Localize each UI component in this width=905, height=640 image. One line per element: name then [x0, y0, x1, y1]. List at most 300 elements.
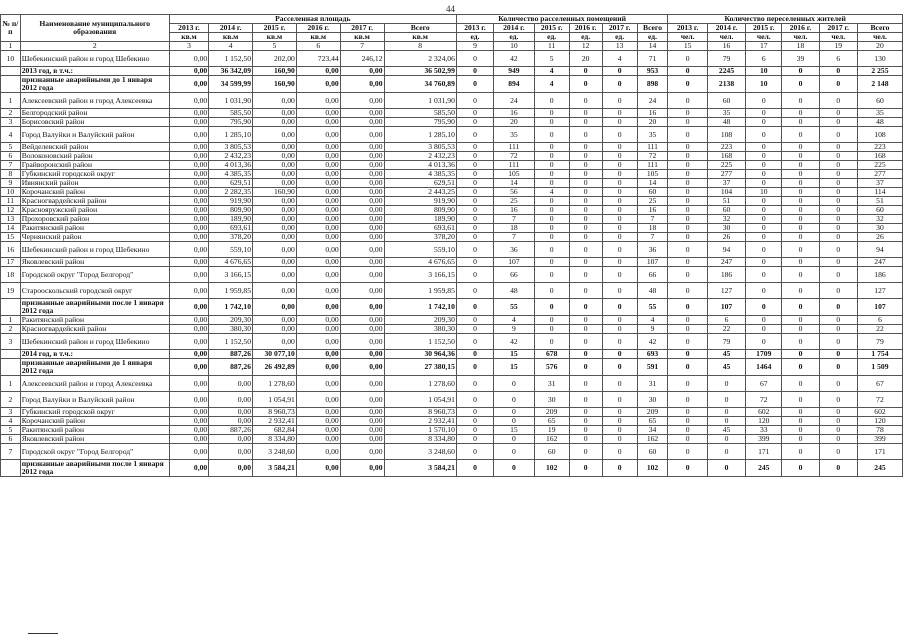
- cell-value: 0,00: [253, 299, 297, 316]
- cell-value: 0: [456, 179, 493, 188]
- cell-value: 0: [819, 299, 857, 316]
- cell-value: 0,00: [340, 316, 384, 325]
- cell-value: 0: [602, 152, 637, 161]
- cell-value: 0: [782, 242, 819, 258]
- cell-value: 0: [602, 76, 637, 93]
- cell-value: 0: [456, 334, 493, 350]
- row-number: 12: [1, 206, 21, 215]
- cell-value: 0,00: [253, 224, 297, 233]
- cell-value: 168: [707, 152, 745, 161]
- cell-value: 0: [456, 316, 493, 325]
- cell-value: 162: [637, 435, 668, 444]
- cell-value: 0: [602, 435, 637, 444]
- row-name: Городской округ "Город Белгород": [20, 267, 169, 283]
- cell-value: 0: [456, 109, 493, 118]
- people-unit-header: чел.: [819, 33, 857, 42]
- people-unit-header: чел.: [707, 33, 745, 42]
- cell-value: 0: [456, 417, 493, 426]
- cell-value: 0: [819, 408, 857, 417]
- cell-value: 0: [456, 426, 493, 435]
- cell-value: 0,00: [340, 233, 384, 242]
- cell-value: 4: [534, 67, 569, 76]
- cell-value: 48: [857, 118, 902, 127]
- cell-value: 682,84: [253, 426, 297, 435]
- cell-value: 0: [602, 299, 637, 316]
- cell-value: 0,00: [296, 76, 340, 93]
- column-number: 10: [494, 42, 535, 51]
- cell-value: 0,00: [296, 224, 340, 233]
- cell-value: 0: [668, 161, 707, 170]
- people-year-header: 2017 г.: [819, 24, 857, 33]
- cell-value: 0: [819, 334, 857, 350]
- cell-value: 0: [569, 93, 602, 109]
- row-name: Вейделевский район: [20, 143, 169, 152]
- cell-value: 0: [668, 316, 707, 325]
- cell-value: 0: [602, 233, 637, 242]
- cell-value: 0: [456, 460, 493, 477]
- column-number: 8: [384, 42, 456, 51]
- rooms-year-header: 2013 г.: [456, 24, 493, 33]
- cell-value: 60: [534, 444, 569, 460]
- cell-value: 0: [782, 408, 819, 417]
- column-number: 11: [534, 42, 569, 51]
- cell-value: 0,00: [253, 334, 297, 350]
- cell-value: 8 960,73: [253, 408, 297, 417]
- cell-value: 0: [602, 350, 637, 359]
- cell-value: 1 959,85: [384, 283, 456, 299]
- cell-value: 887,26: [209, 359, 253, 376]
- cell-value: 0: [746, 93, 782, 109]
- column-number: 2: [20, 42, 169, 51]
- row-name: 2013 год, в т.ч.:: [20, 67, 169, 76]
- cell-value: 0,00: [296, 408, 340, 417]
- cell-value: 6: [707, 316, 745, 325]
- cell-value: 0: [668, 206, 707, 215]
- cell-value: 10: [746, 188, 782, 197]
- cell-value: 7: [637, 233, 668, 242]
- cell-value: 3 166,15: [209, 267, 253, 283]
- people-unit-header: чел.: [857, 33, 902, 42]
- row-number: 6: [1, 435, 21, 444]
- cell-value: 919,90: [384, 197, 456, 206]
- cell-value: 0: [534, 242, 569, 258]
- cell-value: 0,00: [169, 215, 208, 224]
- cell-value: 0,00: [253, 258, 297, 267]
- cell-value: 0,00: [169, 152, 208, 161]
- cell-value: 1 742,10: [384, 299, 456, 316]
- cell-value: 0,00: [209, 376, 253, 392]
- row-number: 14: [1, 224, 21, 233]
- cell-value: 0,00: [340, 152, 384, 161]
- cell-value: 0: [602, 170, 637, 179]
- people-unit-header: чел.: [782, 33, 819, 42]
- cell-value: 629,51: [384, 179, 456, 188]
- cell-value: 0: [602, 426, 637, 435]
- cell-value: 120: [857, 417, 902, 426]
- cell-value: 0,00: [169, 408, 208, 417]
- cell-value: 0: [782, 444, 819, 460]
- cell-value: 0: [494, 417, 535, 426]
- cell-value: 0,00: [296, 392, 340, 408]
- cell-value: 202,00: [253, 51, 297, 67]
- cell-value: 0,00: [340, 408, 384, 417]
- row-name: Алексеевский район и город Алексеевка: [20, 376, 169, 392]
- cell-value: 0: [456, 350, 493, 359]
- row-number: 1: [1, 376, 21, 392]
- cell-value: 0: [668, 51, 707, 67]
- cell-value: 51: [707, 197, 745, 206]
- cell-value: 0: [782, 350, 819, 359]
- cell-value: 0,00: [296, 93, 340, 109]
- cell-value: 0: [819, 316, 857, 325]
- cell-value: 0: [602, 127, 637, 143]
- cell-value: 1 054,91: [384, 392, 456, 408]
- cell-value: 9: [637, 325, 668, 334]
- cell-value: 0: [569, 170, 602, 179]
- cell-value: 0: [569, 376, 602, 392]
- cell-value: 105: [637, 170, 668, 179]
- cell-value: 0: [746, 152, 782, 161]
- cell-value: 0: [534, 127, 569, 143]
- cell-value: 0,00: [253, 242, 297, 258]
- area-unit-header: кв.м: [384, 33, 456, 42]
- cell-value: 19: [534, 426, 569, 435]
- cell-value: 3 248,60: [384, 444, 456, 460]
- cell-value: 277: [857, 170, 902, 179]
- row-name: Губкинский городской округ: [20, 408, 169, 417]
- cell-value: 0: [782, 170, 819, 179]
- row-number: 17: [1, 258, 21, 267]
- cell-value: 31: [637, 376, 668, 392]
- row-number: 8: [1, 170, 21, 179]
- cell-value: 26: [707, 233, 745, 242]
- cell-value: 0,00: [169, 170, 208, 179]
- cell-value: 0: [569, 426, 602, 435]
- summary-row: [1, 299, 903, 316]
- people-year-header: 2016 г.: [782, 24, 819, 33]
- cell-value: 0: [534, 197, 569, 206]
- cell-value: 37: [857, 179, 902, 188]
- cell-value: 0: [746, 197, 782, 206]
- cell-value: 247: [857, 258, 902, 267]
- cell-value: 186: [707, 267, 745, 283]
- column-number: 6: [296, 42, 340, 51]
- cell-value: 0: [782, 118, 819, 127]
- cell-value: 0,00: [340, 242, 384, 258]
- cell-value: 0,00: [296, 325, 340, 334]
- row-name: Ракитянский район: [20, 316, 169, 325]
- cell-value: 1 285,10: [384, 127, 456, 143]
- row-name: Грайворонский район: [20, 161, 169, 170]
- row-name: Шебекинский район и город Шебекино: [20, 334, 169, 350]
- row-number: 1: [1, 93, 21, 109]
- table-row: [1, 242, 903, 258]
- cell-value: 22: [707, 325, 745, 334]
- cell-value: 0,00: [296, 197, 340, 206]
- cell-value: 0: [782, 299, 819, 316]
- cell-value: 30: [534, 392, 569, 408]
- cell-value: 0,00: [296, 67, 340, 76]
- cell-value: 0,00: [253, 127, 297, 143]
- cell-value: 0: [668, 258, 707, 267]
- cell-value: 1 031,90: [209, 93, 253, 109]
- cell-value: 0: [782, 426, 819, 435]
- cell-value: 225: [857, 161, 902, 170]
- cell-value: 0,00: [340, 258, 384, 267]
- cell-value: 0: [668, 152, 707, 161]
- cell-value: 0: [819, 127, 857, 143]
- rooms-unit-header: ед.: [569, 33, 602, 42]
- cell-value: 0,00: [253, 161, 297, 170]
- column-number: 15: [668, 42, 707, 51]
- cell-value: 107: [857, 299, 902, 316]
- row-number: 13: [1, 215, 21, 224]
- rooms-year-header: 2014 г.: [494, 24, 535, 33]
- cell-value: 3 584,21: [384, 460, 456, 477]
- people-unit-header: чел.: [746, 33, 782, 42]
- table-row: [1, 197, 903, 206]
- row-number: 11: [1, 197, 21, 206]
- cell-value: 0: [602, 283, 637, 299]
- cell-value: 223: [857, 143, 902, 152]
- cell-value: 0: [819, 435, 857, 444]
- cell-value: 0,00: [169, 359, 208, 376]
- rooms-unit-header: ед.: [456, 33, 493, 42]
- row-number: 3: [1, 408, 21, 417]
- row-number: 3: [1, 334, 21, 350]
- cell-value: 0: [819, 206, 857, 215]
- cell-value: 0,00: [340, 460, 384, 477]
- cell-value: 4 385,35: [209, 170, 253, 179]
- cell-value: 8 334,80: [253, 435, 297, 444]
- cell-value: 0: [569, 143, 602, 152]
- cell-value: 7: [494, 215, 535, 224]
- cell-value: 0: [819, 179, 857, 188]
- cell-value: 0: [456, 161, 493, 170]
- cell-value: 0: [668, 325, 707, 334]
- cell-value: 22: [857, 325, 902, 334]
- cell-value: 0: [668, 224, 707, 233]
- row-name: 2014 год, в т.ч.:: [20, 350, 169, 359]
- people-unit-header: чел.: [668, 33, 707, 42]
- row-number: 3: [1, 118, 21, 127]
- row-number: 7: [1, 444, 21, 460]
- cell-value: 0: [569, 417, 602, 426]
- row-number: 2: [1, 109, 21, 118]
- cell-value: 0,00: [296, 118, 340, 127]
- cell-value: 160,90: [253, 76, 297, 93]
- cell-value: 0,00: [296, 417, 340, 426]
- cell-value: 795,90: [384, 118, 456, 127]
- cell-value: 0: [782, 376, 819, 392]
- cell-value: 3 805,53: [209, 143, 253, 152]
- cell-value: 0,00: [296, 109, 340, 118]
- cell-value: 0: [668, 283, 707, 299]
- cell-value: 189,90: [209, 215, 253, 224]
- cell-value: 0: [602, 325, 637, 334]
- table-row: [1, 258, 903, 267]
- cell-value: 0,00: [340, 392, 384, 408]
- column-number: 18: [782, 42, 819, 51]
- column-number: 7: [340, 42, 384, 51]
- cell-value: 30: [637, 392, 668, 408]
- cell-value: 0: [782, 224, 819, 233]
- row-name: Краснояружский район: [20, 206, 169, 215]
- summary-row: [1, 359, 903, 376]
- cell-value: 67: [857, 376, 902, 392]
- cell-value: 0: [602, 408, 637, 417]
- cell-value: 602: [746, 408, 782, 417]
- cell-value: 0: [602, 376, 637, 392]
- cell-value: 107: [494, 258, 535, 267]
- cell-value: 0: [569, 197, 602, 206]
- cell-value: 0: [569, 161, 602, 170]
- cell-value: 3 248,60: [253, 444, 297, 460]
- cell-value: 0: [456, 76, 493, 93]
- cell-value: 0,00: [253, 267, 297, 283]
- cell-value: 0: [534, 170, 569, 179]
- cell-value: 0: [602, 197, 637, 206]
- cell-value: 0: [534, 179, 569, 188]
- cell-value: 24: [494, 93, 535, 109]
- cell-value: 0,00: [253, 179, 297, 188]
- table-row: [1, 435, 903, 444]
- cell-value: 72: [637, 152, 668, 161]
- cell-value: 0: [707, 435, 745, 444]
- cell-value: 0: [746, 179, 782, 188]
- cell-value: 0: [746, 325, 782, 334]
- row-name: Корочанский район: [20, 417, 169, 426]
- row-number: 19: [1, 283, 21, 299]
- cell-value: 60: [637, 188, 668, 197]
- cell-value: 0,00: [253, 215, 297, 224]
- cell-value: 60: [707, 93, 745, 109]
- cell-value: 2 932,41: [384, 417, 456, 426]
- cell-value: 0: [602, 67, 637, 76]
- cell-value: 0,00: [253, 197, 297, 206]
- cell-value: 245: [857, 460, 902, 477]
- cell-value: 30: [707, 224, 745, 233]
- cell-value: 277: [707, 170, 745, 179]
- cell-value: 16: [494, 109, 535, 118]
- cell-value: 0,00: [169, 233, 208, 242]
- cell-value: 0,00: [340, 67, 384, 76]
- cell-value: 0,00: [340, 435, 384, 444]
- cell-value: 26 492,89: [253, 359, 297, 376]
- column-number: 1: [1, 42, 21, 51]
- cell-value: 0: [602, 143, 637, 152]
- cell-value: 94: [857, 242, 902, 258]
- cell-value: 0,00: [169, 460, 208, 477]
- cell-value: 0: [456, 51, 493, 67]
- cell-value: 0,00: [340, 299, 384, 316]
- cell-value: 0,00: [253, 233, 297, 242]
- area-year-header: 2014 г.: [209, 24, 253, 33]
- row-number: 7: [1, 161, 21, 170]
- cell-value: 0: [782, 143, 819, 152]
- cell-value: 0,00: [169, 206, 208, 215]
- cell-value: 0: [668, 93, 707, 109]
- table-row: [1, 376, 903, 392]
- cell-value: 693,61: [384, 224, 456, 233]
- cell-value: 0: [782, 334, 819, 350]
- cell-value: 1464: [746, 359, 782, 376]
- cell-value: 0: [819, 170, 857, 179]
- cell-value: 0: [782, 197, 819, 206]
- cell-value: 0: [819, 444, 857, 460]
- cell-value: 34 599,99: [209, 76, 253, 93]
- cell-value: 953: [637, 67, 668, 76]
- cell-value: 0: [602, 188, 637, 197]
- cell-value: 0,00: [253, 206, 297, 215]
- area-unit-header: кв.м: [340, 33, 384, 42]
- row-name: Город Валуйки и Валуйский район: [20, 392, 169, 408]
- cell-value: 0: [456, 376, 493, 392]
- cell-value: 629,51: [209, 179, 253, 188]
- cell-value: 0: [668, 392, 707, 408]
- cell-value: 160,90: [253, 67, 297, 76]
- cell-value: 0: [534, 299, 569, 316]
- cell-value: 4 676,65: [384, 258, 456, 267]
- cell-value: 0,00: [253, 316, 297, 325]
- cell-value: 35: [707, 109, 745, 118]
- cell-value: 0,00: [169, 267, 208, 283]
- row-name: признанные аварийными до 1 января 2012 года: [20, 76, 169, 93]
- cell-value: 0: [456, 408, 493, 417]
- cell-value: 3 166,15: [384, 267, 456, 283]
- cell-value: 0: [819, 152, 857, 161]
- row-number: 1: [1, 316, 21, 325]
- cell-value: 0,00: [340, 325, 384, 334]
- column-number: 9: [456, 42, 493, 51]
- cell-value: 246,12: [340, 51, 384, 67]
- cell-value: 0: [569, 179, 602, 188]
- cell-value: 114: [857, 188, 902, 197]
- row-name: Белгородский район: [20, 109, 169, 118]
- cell-value: 0: [534, 233, 569, 242]
- cell-value: 0: [456, 215, 493, 224]
- table-row: [1, 118, 903, 127]
- cell-value: 0: [534, 267, 569, 283]
- area-unit-header: кв.м: [296, 33, 340, 42]
- cell-value: 0: [534, 152, 569, 161]
- cell-value: 0: [668, 109, 707, 118]
- cell-value: 0,00: [169, 76, 208, 93]
- cell-value: 0: [456, 325, 493, 334]
- cell-value: 0: [602, 179, 637, 188]
- cell-value: 0: [569, 67, 602, 76]
- cell-value: 0,00: [340, 179, 384, 188]
- row-name: признанные аварийными до 1 января 2012 года: [20, 359, 169, 376]
- cell-value: 2 432,23: [384, 152, 456, 161]
- cell-value: 0,00: [296, 127, 340, 143]
- cell-value: 0: [668, 426, 707, 435]
- cell-value: 0,00: [340, 376, 384, 392]
- cell-value: 1 152,50: [209, 51, 253, 67]
- table-row: [1, 392, 903, 408]
- row-name: Шебекинский район и город Шебекино: [20, 242, 169, 258]
- cell-value: 32: [857, 215, 902, 224]
- rooms-year-header: 2016 г.: [569, 24, 602, 33]
- cell-value: 2 255: [857, 67, 902, 76]
- area-year-header: 2016 г.: [296, 24, 340, 33]
- rooms-year-header: 2017 г.: [602, 24, 637, 33]
- cell-value: 591: [637, 359, 668, 376]
- cell-value: 894: [494, 76, 535, 93]
- cell-value: 0: [668, 118, 707, 127]
- area-year-header: 2015 г.: [253, 24, 297, 33]
- cell-value: 104: [707, 188, 745, 197]
